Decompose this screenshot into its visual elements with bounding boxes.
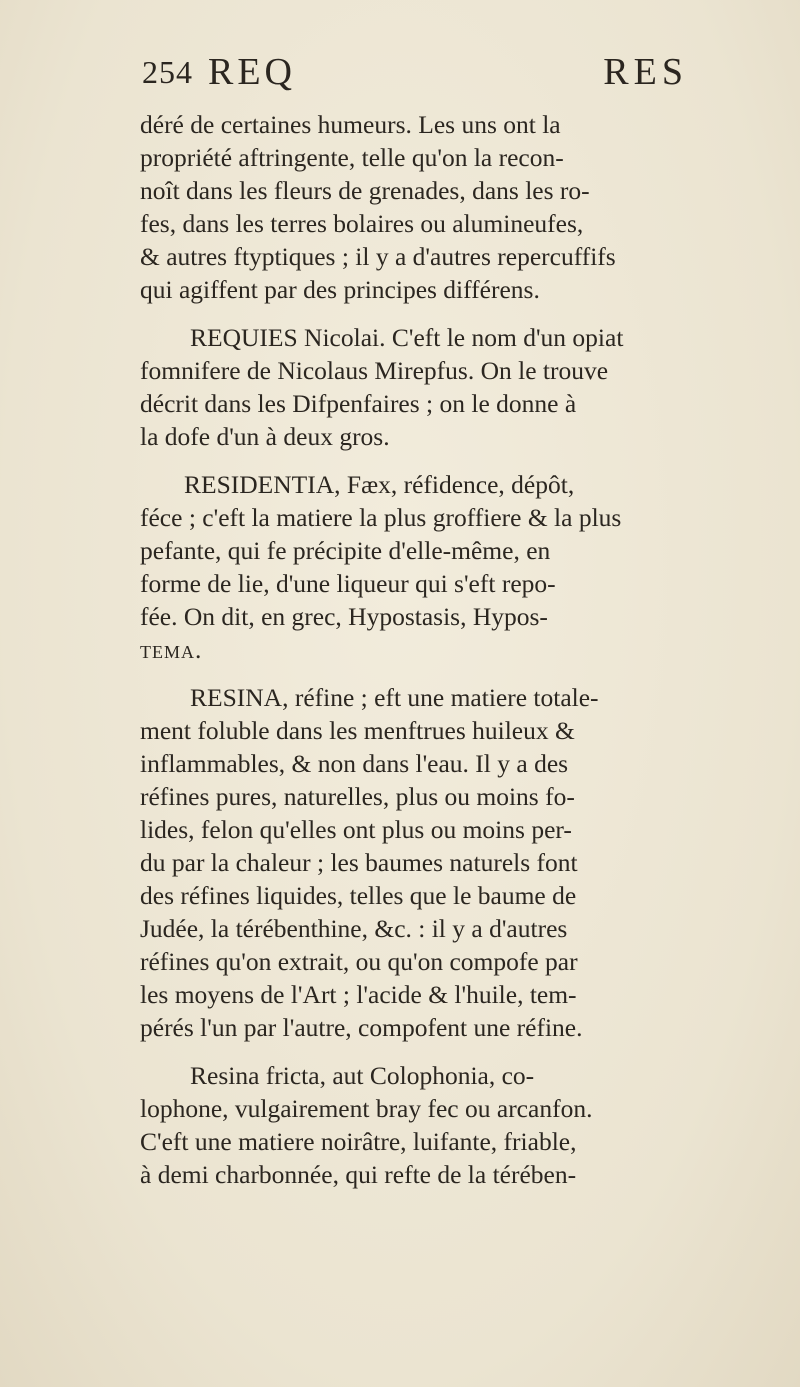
text-line: pérés l'un par l'autre, compofent une réfine. <box>140 1013 583 1042</box>
text-line: lophone, vulgairement bray fec ou arcanfon. <box>140 1094 593 1123</box>
text-line: décrit dans les Difpenfaires ; on le donne à <box>140 389 577 418</box>
text-line: fomnifere de Nicolaus Mirepfus. On le trouve <box>140 356 609 385</box>
text-line: noît dans les fleurs de grenades, dans les ro- <box>140 176 590 205</box>
running-header <box>120 50 700 100</box>
text-line: réfines pures, naturelles, plus ou moins fo- <box>140 782 575 811</box>
text-line: fée. On dit, en grec, Hypostasis, Hypos- <box>140 602 548 631</box>
entry-requies <box>140 321 716 453</box>
text-line: pefante, qui fe précipite d'elle-même, en <box>140 536 551 565</box>
text-line: déré de certaines humeurs. Les uns ont la <box>140 110 561 139</box>
page-number: 254 <box>142 54 193 90</box>
text-line: lides, felon qu'elles ont plus ou moins per- <box>140 815 572 844</box>
text-line: inflammables, & non dans l'eau. Il y a des <box>140 749 569 778</box>
text-line: du par la chaleur ; les baumes naturels font <box>140 848 578 877</box>
text-line: & autres ftyptiques ; il y a d'autres repercuffifs <box>140 242 616 271</box>
text-line: fes, dans les terres bolaires ou alumineufes, <box>140 209 584 238</box>
text-line: C'eft une matiere noirâtre, luifante, friable, <box>140 1127 577 1156</box>
entry-heading-line: Resina fricta, aut Colophonia, co- <box>190 1061 535 1090</box>
text-line: Judée, la térébenthine, &c. : il y a d'autres <box>140 914 568 943</box>
text-line: à demi charbonnée, qui refte de la térében- <box>140 1160 577 1189</box>
text-line: ment foluble dans les menftrues huileux & <box>140 716 575 745</box>
entry-heading-line: RESINA, réfine ; eft une matiere totale- <box>190 683 599 712</box>
entry-heading-line: RESIDENTIA, Fæx, réfidence, dépôt, <box>184 470 575 499</box>
header-left-word: REQ <box>208 51 296 93</box>
entry-resina-fricta <box>140 1059 716 1191</box>
text-line: des réfines liquides, telles que le baume de <box>140 881 577 910</box>
text-line: les moyens de l'Art ; l'acide & l'huile, tem- <box>140 980 577 1009</box>
text-line: forme de lie, d'une liqueur qui s'eft repo- <box>140 569 556 598</box>
entry-residentia <box>140 468 716 666</box>
paragraph-humeurs <box>140 108 716 306</box>
text-line: féce ; c'eft la matiere la plus groffiere & la plus <box>140 503 622 532</box>
entry-resina <box>140 681 716 1044</box>
text-line: la dofe d'un à deux gros. <box>140 422 390 451</box>
text-line: tema. <box>140 635 203 664</box>
page-body <box>140 108 716 1206</box>
text-line: propriété aftringente, telle qu'on la recon- <box>140 143 564 172</box>
entry-heading-line: REQUIES Nicolai. C'eft le nom d'un opiat <box>190 323 624 352</box>
text-line: réfines qu'on extrait, ou qu'on compofe par <box>140 947 578 976</box>
text-line: qui agiffent par des principes différens. <box>140 275 540 304</box>
header-right-word: RES <box>603 51 688 93</box>
